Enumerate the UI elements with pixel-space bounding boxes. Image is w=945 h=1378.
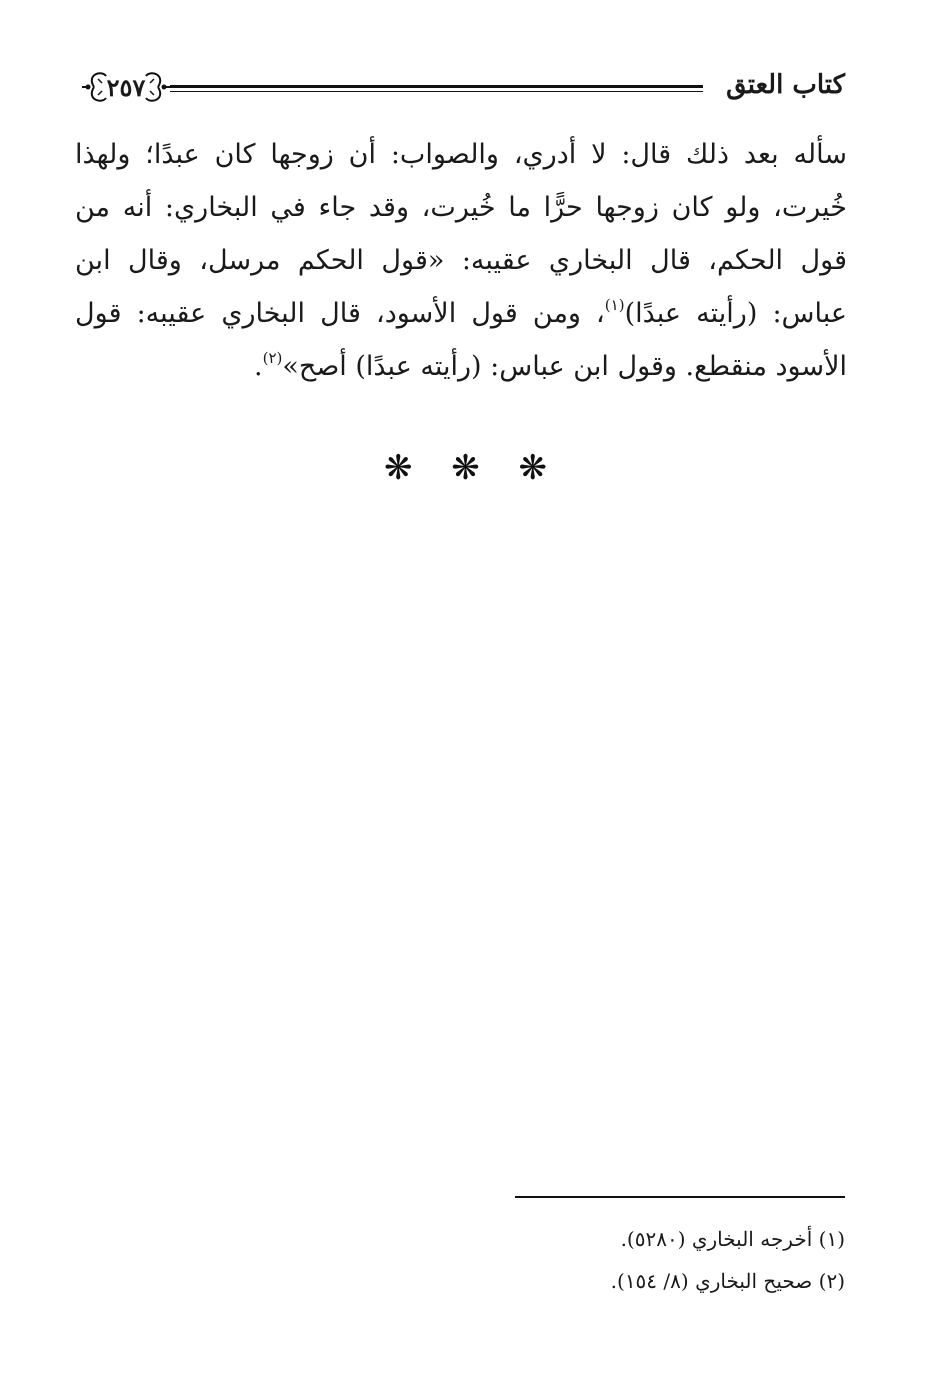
footnote: (١) أخرجه البخاري (٥٢٨٠). <box>620 1227 845 1251</box>
section-divider-ornament: ❋ ❋ ❋ <box>383 448 562 488</box>
footnote: (٢) صحيح البخاري (٨/ ١٥٤). <box>610 1269 845 1293</box>
footnote-separator <box>515 1196 845 1198</box>
chapter-title: كتاب العتق <box>726 70 845 100</box>
main-text <box>75 128 847 393</box>
paragraph <box>75 128 847 393</box>
footnotes <box>380 1218 845 1302</box>
page-number-badge <box>80 68 172 106</box>
text-segment: ، ومن قول الأسود، قال البخاري عقيبه: قول الأسود منقطع. وقول ابن عباس: (رأيته عبدًا) أصح» <box>75 298 847 382</box>
header-rule <box>170 85 703 92</box>
page-number: ٢٥٧ <box>106 73 146 102</box>
text-segment: سأله بعد ذلك قال: لا أدري، والصواب: أن زوجها كان عبدًا؛ ولهذا خُيرت، ولو كان زوجها حرًّا ما خُيرت، وقد جاء في البخاري: أنه من قول الحكم، قال البخاري عقيبه: «قول الحكم مرسل، وقال ابن عباس: (رأيته عبدًا) <box>75 139 847 329</box>
footnote-ref: (١) <box>604 296 625 314</box>
page-header <box>80 68 845 112</box>
footnote-ref: (٢) <box>262 349 283 367</box>
text-segment: . <box>254 351 263 382</box>
